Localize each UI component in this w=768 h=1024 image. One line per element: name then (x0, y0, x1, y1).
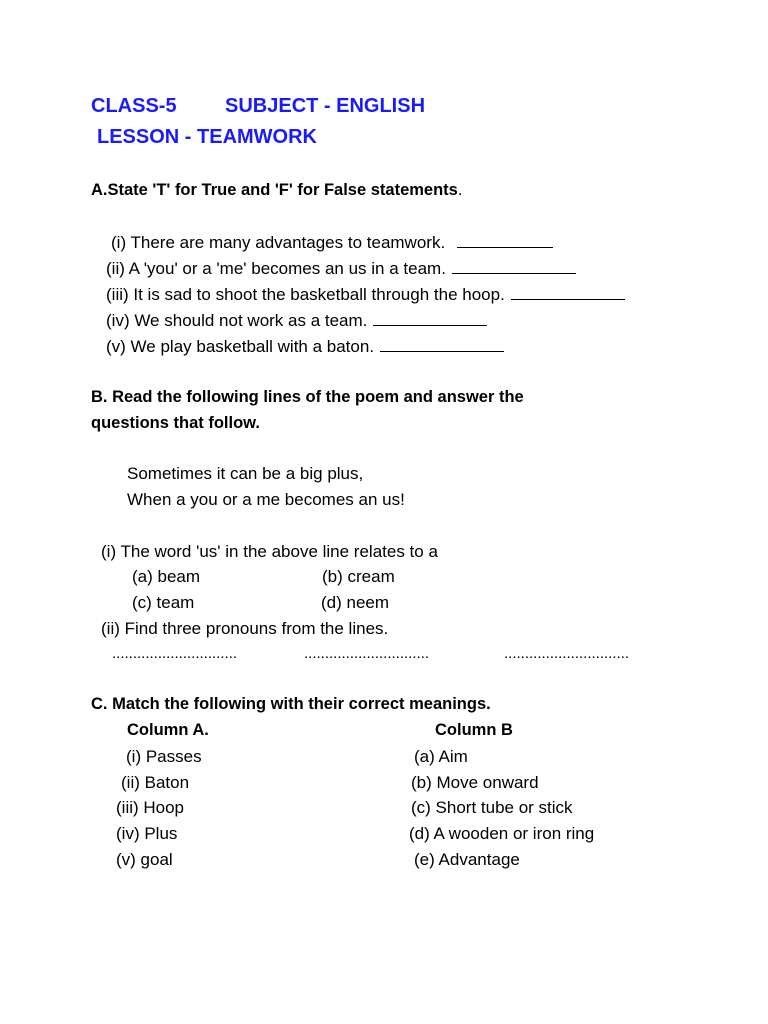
statement-text: (iii) It is sad to shoot the basketball through the hoop. (106, 285, 505, 304)
answer-dots-3[interactable]: .............................. (504, 645, 630, 662)
answer-dots-2[interactable]: .............................. (304, 645, 430, 662)
column-b-header: Column B (435, 721, 513, 739)
answer-blank[interactable] (511, 285, 625, 300)
column-a-item: (i) Passes (126, 747, 202, 766)
column-b-item: (b) Move onward (411, 773, 539, 792)
section-a-title (91, 181, 462, 200)
statement-text: (ii) A 'you' or a 'me' becomes an us in a team. (106, 259, 446, 278)
section-c-title: C. Match the following with their correct meanings. (91, 695, 491, 713)
section-a-title-period: . (457, 181, 463, 199)
column-b-item: (e) Advantage (414, 850, 520, 869)
option-c: (c) team (132, 593, 195, 612)
column-a-header: Column A. (127, 721, 209, 739)
question-1: (i) The word 'us' in the above line relates to a (101, 542, 438, 561)
statement-2 (106, 259, 576, 279)
answer-blank[interactable] (452, 259, 576, 274)
statement-3 (106, 285, 625, 305)
section-a-title-text: A.State 'T' for True and 'F' for False statements (91, 181, 458, 199)
lesson-label: LESSON - TEAMWORK (97, 126, 317, 148)
statement-text: (i) There are many advantages to teamwork. (111, 233, 446, 252)
statement-5 (106, 337, 504, 357)
question-2: (ii) Find three pronouns from the lines. (101, 619, 389, 638)
answer-blank[interactable] (380, 337, 504, 352)
column-b-item: (c) Short tube or stick (411, 798, 573, 817)
column-b-item: (a) Aim (414, 747, 468, 766)
option-d: (d) neem (321, 593, 390, 612)
statement-text: (v) We play basketball with a baton. (106, 337, 375, 356)
poem-line-2: When a you or a me becomes an us! (127, 490, 405, 509)
answer-dots-1[interactable]: .............................. (112, 645, 238, 662)
column-a-item: (ii) Baton (121, 773, 190, 792)
column-a-item: (iii) Hoop (116, 798, 185, 817)
subject-label: SUBJECT - ENGLISH (225, 95, 426, 117)
statement-text: (iv) We should not work as a team. (106, 311, 368, 330)
column-a-item: (v) goal (116, 850, 173, 869)
section-b-title-line2: questions that follow. (91, 414, 260, 432)
option-b: (b) cream (322, 567, 395, 586)
section-b-title-line1: B. Read the following lines of the poem and answer the (91, 388, 524, 406)
statement-4 (106, 311, 487, 331)
answer-blank[interactable] (373, 311, 487, 326)
statement-1 (111, 233, 553, 253)
column-b-item: (d) A wooden or iron ring (409, 824, 595, 843)
class-label: CLASS-5 (91, 95, 177, 117)
answer-blank[interactable] (457, 233, 553, 248)
poem-line-1: Sometimes it can be a big plus, (127, 464, 364, 483)
column-a-item: (iv) Plus (116, 824, 178, 843)
option-a: (a) beam (132, 567, 201, 586)
